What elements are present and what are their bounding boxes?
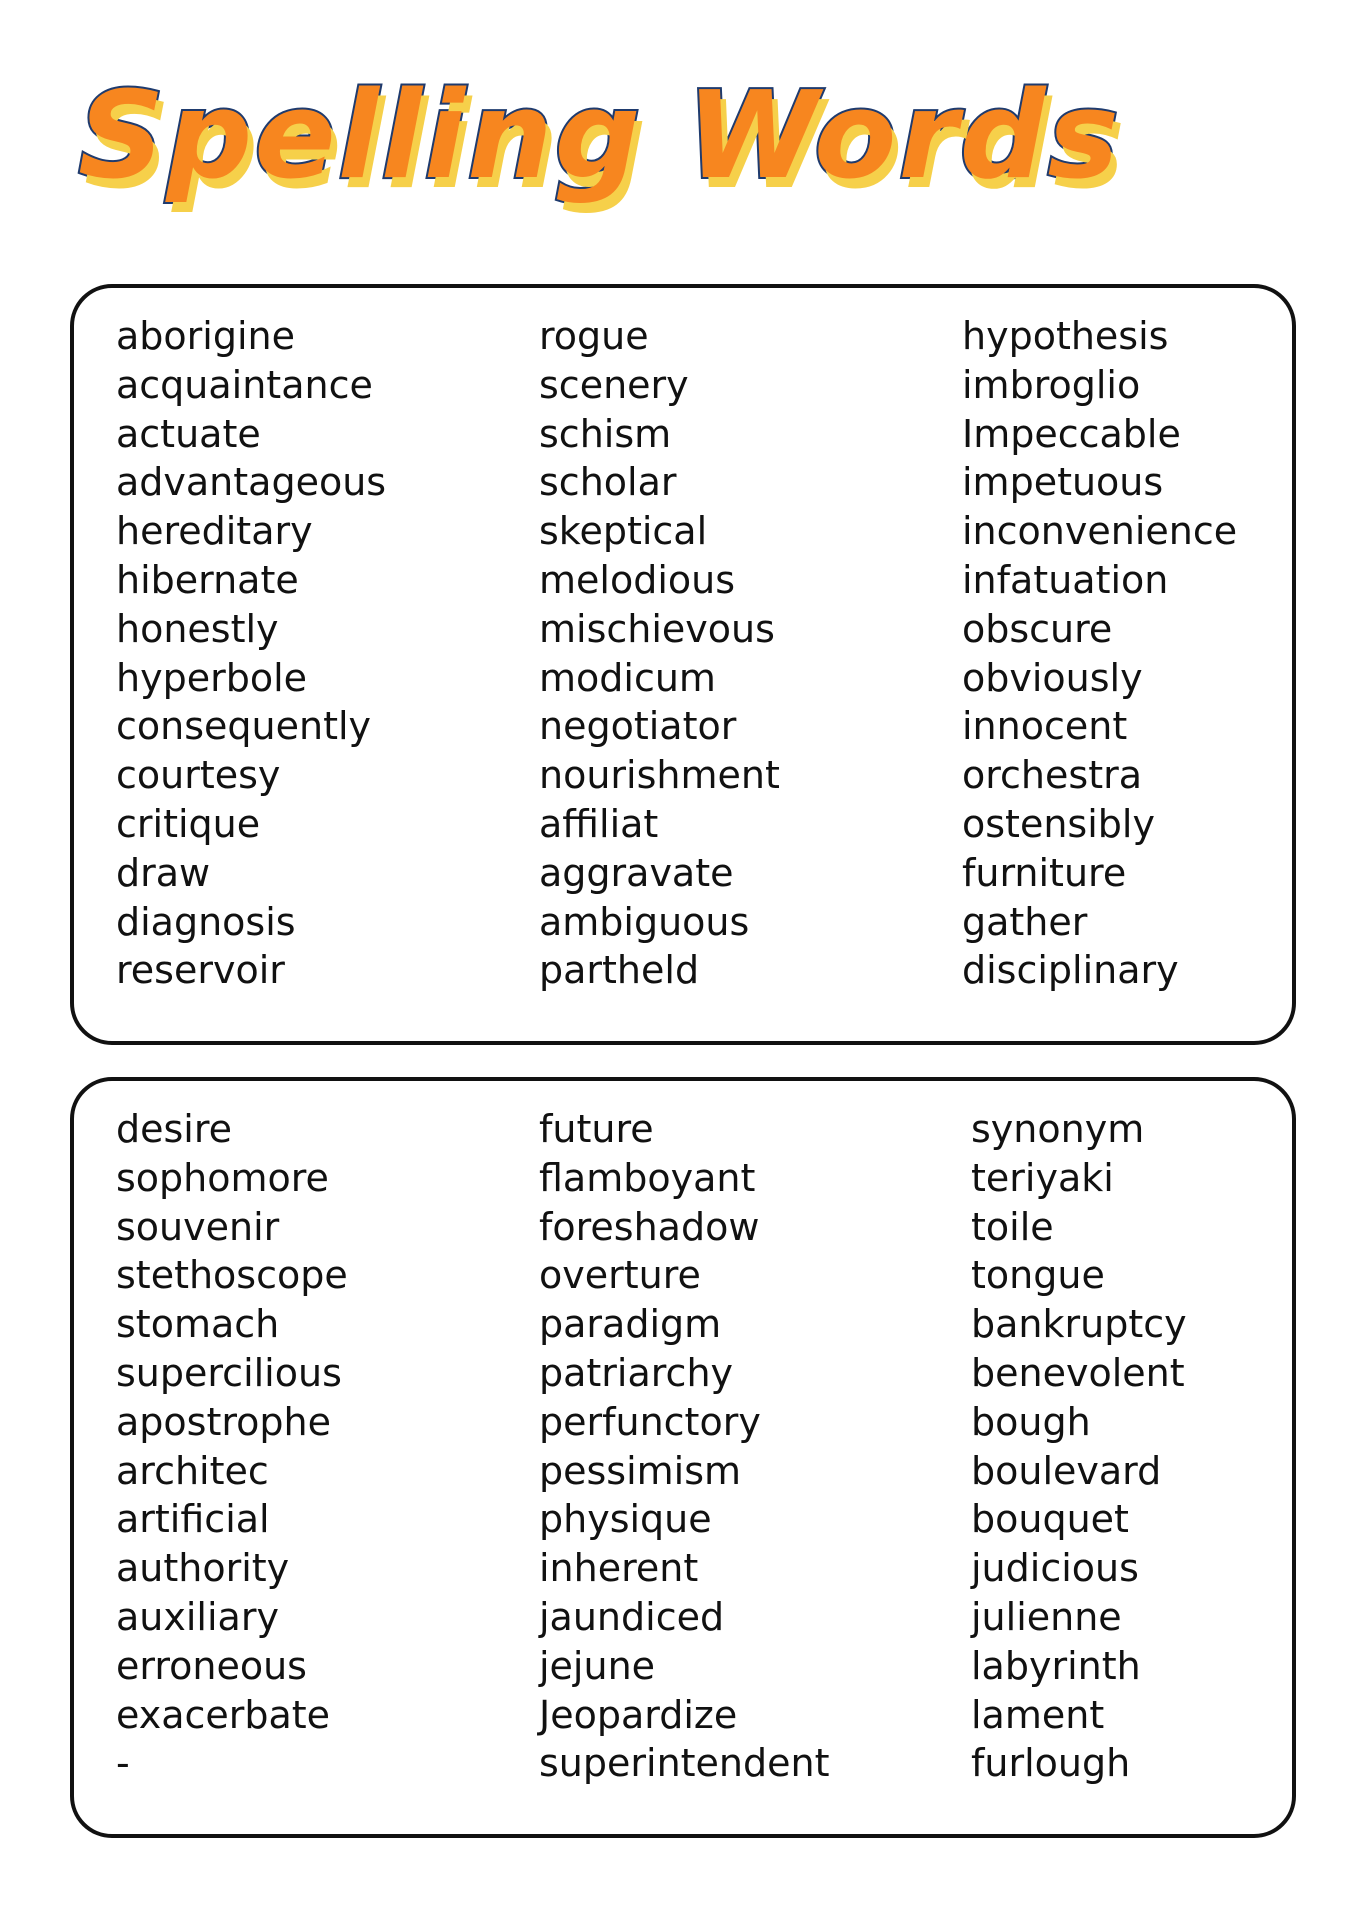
spelling-word: Jeopardize: [539, 1692, 738, 1737]
spelling-word: hibernate: [116, 557, 299, 602]
spelling-word: bouquet: [971, 1497, 1129, 1542]
spelling-word: orchestra: [962, 753, 1142, 798]
spelling-word: courtesy: [116, 753, 281, 798]
spelling-word: foreshadow: [539, 1204, 760, 1249]
page-title: Spelling Words: [78, 67, 1121, 206]
spelling-word: affiliat: [539, 801, 659, 846]
word-column-2: [539, 1105, 830, 1788]
spelling-word: -: [116, 1741, 130, 1786]
spelling-word: stomach: [116, 1302, 280, 1347]
spelling-word: acquaintance: [116, 362, 373, 407]
spelling-word: ambiguous: [539, 899, 750, 944]
word-column-1: [116, 312, 386, 995]
spelling-word: flamboyant: [539, 1155, 756, 1200]
spelling-word: patriarchy: [539, 1350, 734, 1395]
spelling-word: supercilious: [116, 1350, 342, 1395]
word-column-1: [116, 1105, 348, 1788]
spelling-word: negotiator: [539, 704, 737, 749]
spelling-word: diagnosis: [116, 899, 296, 944]
spelling-word: lament: [971, 1692, 1105, 1737]
spelling-word: erroneous: [116, 1643, 307, 1688]
spelling-word: pessimism: [539, 1448, 742, 1493]
spelling-word: scholar: [539, 460, 677, 505]
spelling-word: actuate: [116, 411, 261, 456]
spelling-word: inconvenience: [962, 509, 1238, 554]
spelling-word: labyrinth: [971, 1643, 1141, 1688]
spelling-word: overture: [539, 1253, 701, 1298]
spelling-word: toile: [971, 1204, 1054, 1249]
spelling-word: future: [539, 1107, 654, 1151]
spelling-word: tongue: [971, 1253, 1105, 1298]
spelling-word: apostrophe: [116, 1399, 331, 1444]
spelling-word: furniture: [962, 850, 1127, 895]
spelling-word: consequently: [116, 704, 372, 749]
spelling-word: superintendent: [539, 1741, 830, 1786]
spelling-word: honestly: [116, 606, 279, 651]
spelling-word: inherent: [539, 1546, 699, 1591]
spelling-word: partheld: [539, 948, 700, 993]
spelling-word: infatuation: [962, 557, 1169, 602]
spelling-word: Impeccable: [962, 411, 1181, 456]
word-box-1: [70, 284, 1296, 1045]
spelling-word: teriyaki: [971, 1155, 1114, 1200]
spelling-word: hypothesis: [962, 314, 1169, 358]
spelling-word: aggravate: [539, 850, 734, 895]
word-box-2: [70, 1077, 1296, 1838]
spelling-word: artificial: [116, 1497, 270, 1542]
spelling-word: desire: [116, 1107, 233, 1151]
spelling-word: bankruptcy: [971, 1302, 1187, 1347]
spelling-word: aborigine: [116, 314, 295, 358]
spelling-word: modicum: [539, 655, 716, 700]
spelling-word: reservoir: [116, 948, 285, 993]
spelling-word: auxiliary: [116, 1594, 279, 1639]
spelling-word: hereditary: [116, 509, 313, 554]
spelling-word: paradigm: [539, 1302, 722, 1347]
spelling-word: souvenir: [116, 1204, 280, 1249]
spelling-word: benevolent: [971, 1350, 1185, 1395]
spelling-word: jejune: [539, 1643, 656, 1688]
spelling-word: sophomore: [116, 1155, 329, 1200]
spelling-word: schism: [539, 411, 672, 456]
word-column-3: [962, 312, 1237, 995]
spelling-word: authority: [116, 1546, 290, 1591]
spelling-word: judicious: [971, 1546, 1139, 1591]
spelling-word: architec: [116, 1448, 269, 1493]
spelling-word: jaundiced: [539, 1594, 725, 1639]
spelling-word: physique: [539, 1497, 712, 1542]
spelling-word: skeptical: [539, 509, 708, 554]
spelling-word: critique: [116, 801, 261, 846]
spelling-word: julienne: [971, 1594, 1122, 1639]
spelling-word: boulevard: [971, 1448, 1162, 1493]
spelling-word: scenery: [539, 362, 689, 407]
spelling-word: rogue: [539, 314, 649, 358]
spelling-word: mischievous: [539, 606, 775, 651]
spelling-word: bough: [971, 1399, 1091, 1444]
spelling-word: imbroglio: [962, 362, 1141, 407]
spelling-word: gather: [962, 899, 1088, 944]
spelling-word: melodious: [539, 557, 736, 602]
spelling-word: obviously: [962, 655, 1143, 700]
spelling-word: draw: [116, 850, 211, 895]
spelling-word: ostensibly: [962, 801, 1155, 846]
spelling-word: synonym: [971, 1107, 1145, 1151]
spelling-word: hyperbole: [116, 655, 308, 700]
word-column-2: [539, 312, 780, 995]
spelling-word: exacerbate: [116, 1692, 331, 1737]
word-column-3: [971, 1105, 1187, 1788]
spelling-word: advantageous: [116, 460, 387, 505]
spelling-word: perfunctory: [539, 1399, 761, 1444]
spelling-word: nourishment: [539, 753, 780, 798]
spelling-word: obscure: [962, 606, 1113, 651]
spelling-word: impetuous: [962, 460, 1164, 505]
spelling-word: stethoscope: [116, 1253, 348, 1298]
spelling-word: furlough: [971, 1741, 1131, 1786]
spelling-word: innocent: [962, 704, 1128, 749]
spelling-word: disciplinary: [962, 948, 1179, 993]
